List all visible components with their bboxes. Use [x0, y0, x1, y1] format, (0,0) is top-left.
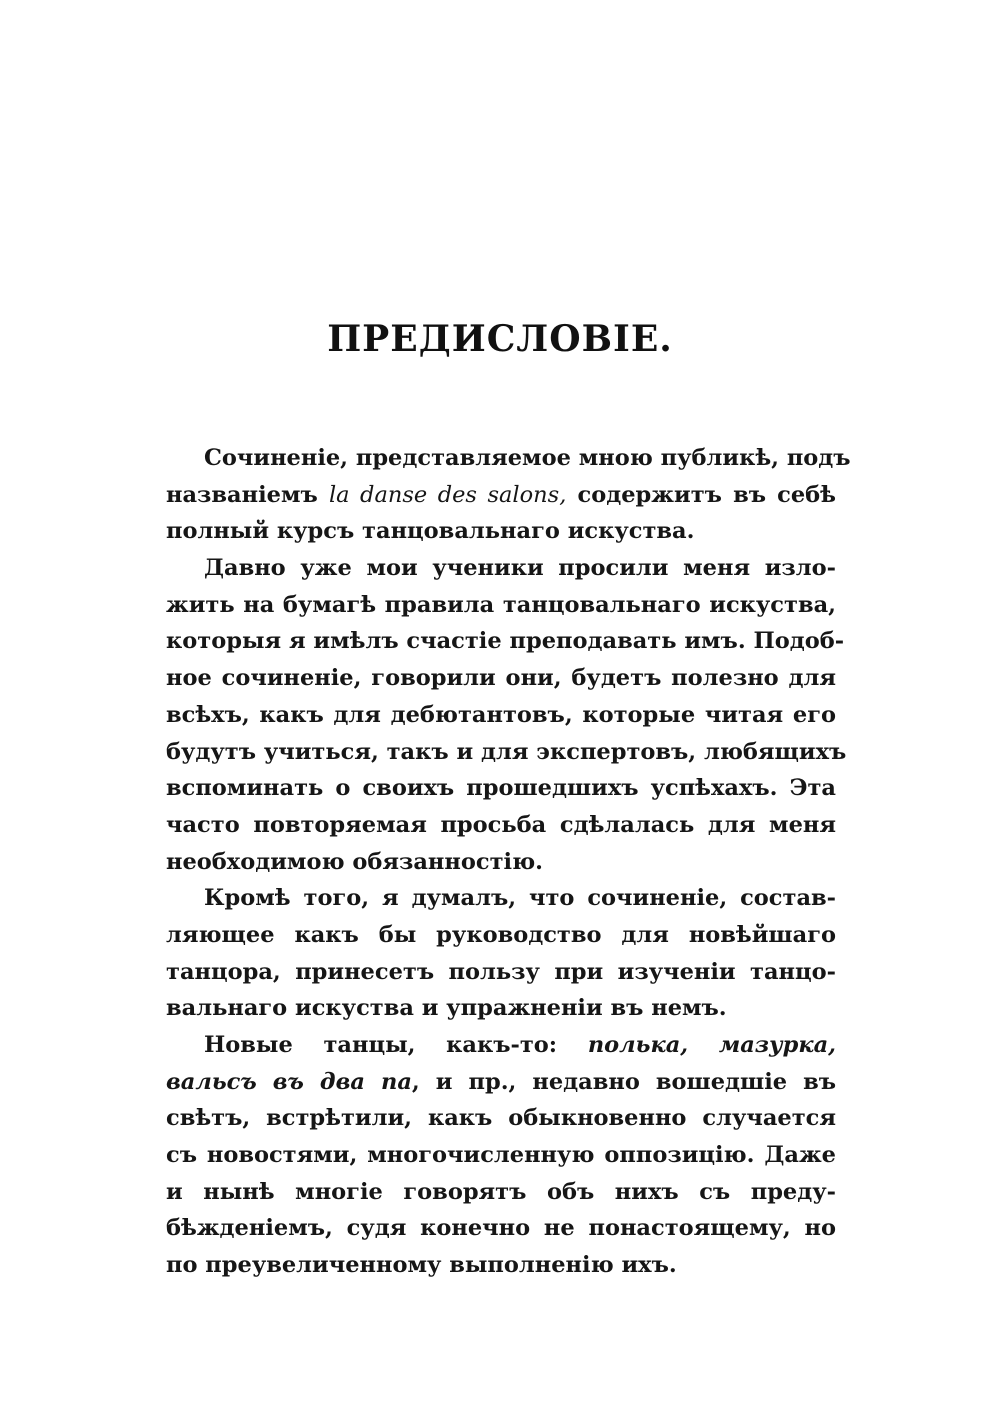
- italic-phrase: полька, мазурка,: [587, 1032, 836, 1058]
- text-line: съ новостями, многочисленную оппозицію. Даже: [166, 1142, 836, 1169]
- text-line: ное сочиненіе, говорили они, будетъ полезно для: [166, 665, 836, 692]
- text-line: необходимою обязанностію.: [166, 848, 543, 875]
- paragraph-2: [166, 550, 847, 880]
- paragraph-4: [166, 1027, 836, 1284]
- paragraph-3: [166, 880, 836, 1027]
- text-line: вальнаго искуства и упражненіи въ немъ.: [166, 995, 727, 1022]
- paragraph-1: [166, 440, 851, 550]
- text-line: вспоминать о своихъ прошедшихъ успѣхахъ. Эта: [166, 775, 836, 802]
- text-line: и нынѣ многіе говорятъ объ нихъ съ преду-: [166, 1178, 836, 1205]
- text-line: Сочиненіе, представляемое мною публикѣ, подъ: [204, 445, 851, 471]
- italic-phrase: la danse des salons,: [328, 481, 567, 508]
- text-line: часто повторяемая просьба сдѣлалась для меня: [166, 811, 836, 838]
- text-line: жить на бумагѣ правила танцовальнаго искуства,: [166, 591, 836, 618]
- text-line: бѣжденіемъ, судя конечно не понастоящему, но: [166, 1215, 836, 1242]
- text-line: будутъ учиться, такъ и для экспертовъ, любящихъ: [166, 738, 847, 765]
- text-line: Кромѣ того, я думалъ, что сочиненіе, состав-: [204, 885, 836, 912]
- page-title: ПРЕДИСЛОВІЕ.: [327, 318, 673, 360]
- preface-text: [166, 440, 851, 1284]
- text-line: названіемъ la danse des salons, содержитъ въ себѣ: [166, 481, 836, 508]
- text-line: полный курсъ танцовальнаго искуства.: [166, 518, 695, 545]
- text-line: по преувеличенному выполненію ихъ.: [166, 1252, 677, 1279]
- text-line: танцора, принесетъ пользу при изученіи танцо-: [166, 958, 836, 985]
- text-line: свѣтъ, встрѣтили, какъ обыкновенно случается: [166, 1105, 836, 1132]
- text-line: всѣхъ, какъ для дебютантовъ, которые читая его: [166, 701, 836, 728]
- text-line: Давно уже мои ученики просили меня изло-: [204, 555, 836, 582]
- italic-phrase: вальсъ въ два па: [166, 1068, 412, 1095]
- text-line: которыя я имѣлъ счастіе преподавать имъ. Подоб-: [166, 628, 845, 655]
- text-line: Новые танцы, какъ-то: полька, мазурка,: [204, 1032, 836, 1058]
- text-line: ляющее какъ бы руководство для новѣйшаго: [166, 921, 836, 948]
- text-line: вальсъ въ два па, и пр., недавно вошедшіе въ: [166, 1068, 836, 1095]
